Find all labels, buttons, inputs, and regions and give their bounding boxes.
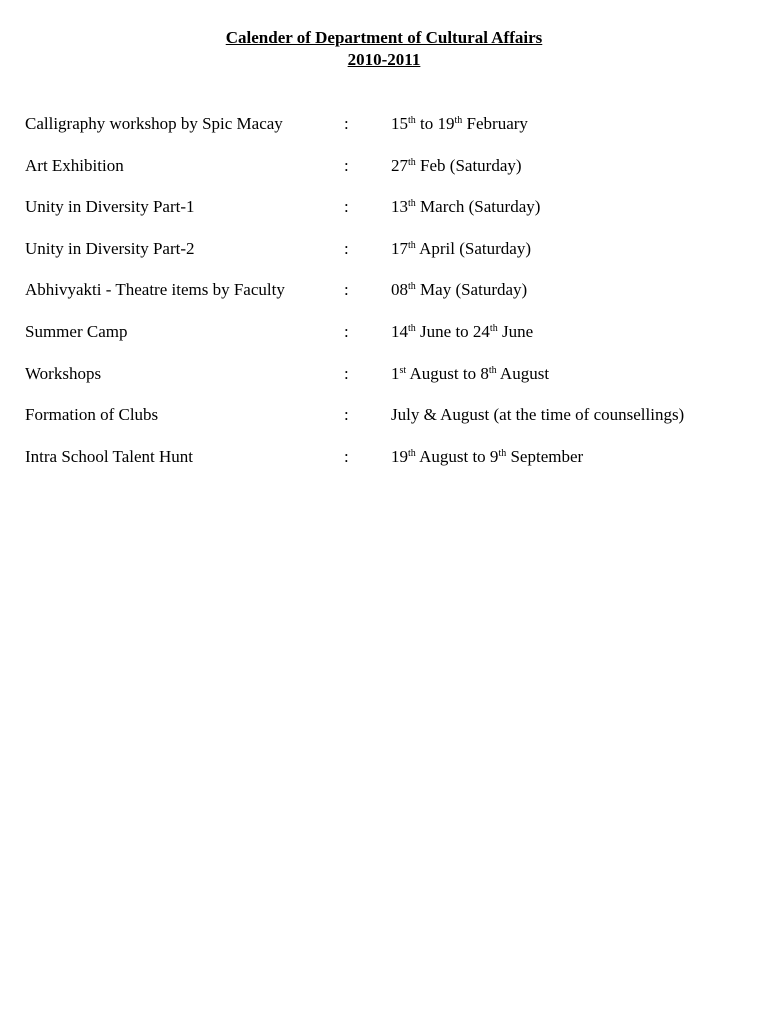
separator-colon: : [344,114,349,133]
separator-colon: : [344,446,349,466]
date-text: August to 8 [406,363,489,383]
ordinal-suffix: th [498,447,507,459]
date-text: 27 [391,155,408,175]
ordinal-suffix: th [408,322,416,334]
ordinal-suffix: th [408,281,416,293]
event-date [391,154,522,178]
event-name: Art Exhibition [25,155,124,175]
event-row [25,237,755,279]
event-date [391,403,684,427]
date-text: 14 [391,321,408,341]
date-text: 15 [391,114,408,133]
date-text: 17 [391,238,408,258]
event-row [25,195,755,237]
event-date [391,320,533,344]
separator-colon: : [344,321,349,341]
event-name: Intra School Talent Hunt [25,446,193,466]
separator-colon: : [344,238,349,258]
page-title [0,27,768,71]
event-date [391,237,531,261]
date-text: 19 [391,446,408,466]
event-name: Unity in Diversity Part-2 [25,238,195,258]
ordinal-suffix: th [408,115,416,126]
event-name: Workshops [25,363,102,383]
ordinal-suffix: th [408,239,416,251]
event-list [25,112,755,486]
date-text: August to 9 [415,446,499,466]
ordinal-suffix: th [488,364,497,376]
separator-colon: : [344,197,349,217]
date-text: to 19 [415,114,455,133]
event-date [391,278,527,302]
event-date [391,362,549,386]
event-row [25,112,755,154]
date-text: 1 [391,363,400,383]
date-text: 08 [391,280,408,300]
separator-colon: : [344,405,349,425]
date-text: February [462,114,528,133]
ordinal-suffix: th [408,198,416,210]
event-row [25,278,755,320]
ordinal-suffix: st [399,364,407,376]
event-date [391,445,583,469]
event-row [25,320,755,362]
event-name: Calligraphy workshop by Spic Macay [25,114,283,133]
event-row [25,403,755,445]
date-text: June [497,321,534,341]
event-row [25,445,755,487]
ordinal-suffix: th [408,156,416,168]
date-text: September [506,446,584,466]
separator-colon: : [344,363,349,383]
event-name: Formation of Clubs [25,405,159,425]
ordinal-suffix: th [489,322,498,334]
date-text: July & August (at the time of counsellings) [391,405,685,425]
separator-colon: : [344,280,349,300]
event-name: Summer Camp [25,321,128,341]
date-text: June to 24 [415,321,490,341]
ordinal-suffix: th [454,115,463,126]
title-line: Calender of Department of Cultural Affairs [225,28,543,47]
date-text: Feb (Saturday) [415,155,522,175]
event-name: Abhivyakti - Theatre items by Faculty [25,280,285,300]
event-name: Unity in Diversity Part-1 [25,197,195,217]
separator-colon: : [344,155,349,175]
event-row [25,362,755,404]
event-date [391,112,528,136]
event-row [25,154,755,196]
date-text: April (Saturday) [415,238,531,258]
ordinal-suffix: th [408,447,416,459]
date-text: 13 [391,197,408,217]
year-line: 2010-2011 [347,50,421,69]
date-text: May (Saturday) [415,280,528,300]
date-text: August [496,363,550,383]
event-date [391,195,540,219]
date-text: March (Saturday) [415,197,541,217]
